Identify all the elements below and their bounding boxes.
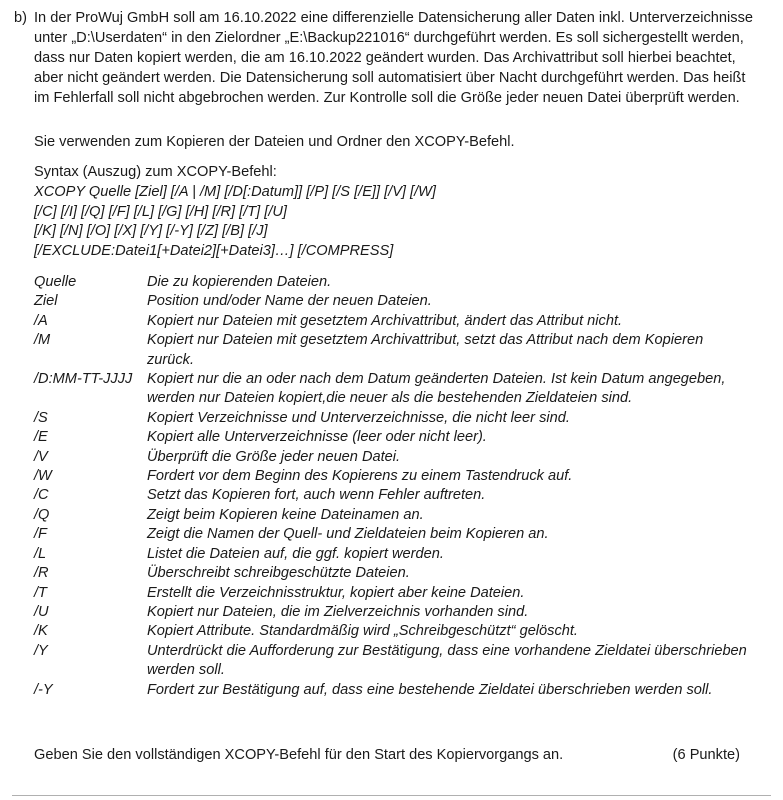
parameter-desc: Kopiert nur Dateien mit gesetztem Archivattribut, ändert das Attribut nicht. — [147, 312, 623, 329]
task-paragraph — [14, 8, 764, 108]
parameter-desc: Erstellt die Verzeichnisstruktur, kopiert aber keine Dateien. — [147, 584, 525, 601]
parameter-key: Quelle — [34, 274, 77, 290]
parameter-row — [34, 331, 749, 370]
parameter-desc: Kopiert alle Unterverzeichnisse (leer oder nicht leer). — [147, 429, 487, 446]
parameter-row — [34, 409, 749, 428]
parameter-row — [34, 370, 749, 409]
parameter-key: /F — [34, 526, 47, 543]
parameter-row — [34, 428, 749, 447]
parameter-key: /C — [34, 487, 49, 504]
parameter-desc: Setzt das Kopieren fort, auch wenn Fehler auftreten. — [147, 487, 486, 504]
parameter-row — [34, 312, 749, 331]
parameter-key: /L — [34, 545, 47, 562]
parameter-desc: Fordert vor dem Beginn des Kopierens zu einem Tastendruck auf. — [147, 468, 573, 485]
parameter-row — [34, 448, 749, 467]
parameter-row — [34, 467, 749, 486]
parameter-row — [34, 622, 749, 641]
parameter-row — [34, 273, 749, 292]
parameter-desc: Unterdrückt die Aufforderung zur Bestätigung, dass eine vorhandene Zieldatei überschrieben werden soll. — [147, 642, 747, 679]
task-label: b) — [14, 10, 27, 26]
parameter-desc: Kopiert nur Dateien mit gesetztem Archivattribut, setzt das Attribut nach dem Kopieren zurück. — [147, 332, 704, 368]
parameter-key: /V — [34, 448, 48, 465]
intro-text: Sie verwenden zum Kopieren der Dateien und Ordner den XCOPY-Befehl. — [34, 134, 515, 150]
parameter-row — [34, 506, 749, 525]
parameter-key: /S — [34, 409, 48, 426]
syntax-line: [/C] [/I] [/Q] [/F] [/L] [/G] [/H] [/R] [/T] [/U] — [34, 203, 287, 220]
parameter-key: /-Y — [34, 681, 53, 698]
bottom-divider — [12, 795, 771, 796]
parameter-desc: Listet die Dateien auf, die ggf. kopiert werden. — [147, 545, 444, 562]
parameter-row — [34, 525, 749, 544]
parameter-desc: Die zu kopierenden Dateien. — [147, 274, 332, 290]
parameter-list — [34, 273, 749, 700]
parameter-row — [34, 292, 749, 311]
parameter-row — [34, 545, 749, 564]
question-text: Geben Sie den vollständigen XCOPY-Befehl für den Start des Kopiervorgangs an. — [34, 747, 564, 763]
parameter-desc: Kopiert Verzeichnisse und Unterverzeichnisse, die nicht leer sind. — [147, 409, 570, 426]
parameter-key: /U — [34, 603, 49, 620]
parameter-desc: Fordert zur Bestätigung auf, dass eine bestehende Zieldatei überschrieben werden soll. — [147, 681, 713, 698]
parameter-desc: Zeigt beim Kopieren keine Dateinamen an. — [147, 506, 424, 523]
parameter-row — [34, 564, 749, 583]
parameter-key: /Y — [34, 642, 48, 659]
parameter-desc: Überprüft die Größe jeder neuen Datei. — [147, 448, 401, 465]
parameter-key: /W — [34, 468, 52, 485]
parameter-key: /D:MM-TT-JJJJ — [34, 371, 133, 388]
parameter-key: /Q — [34, 506, 50, 523]
parameter-desc: Überschreibt schreibgeschützte Dateien. — [147, 565, 410, 582]
parameter-desc: Position und/oder Name der neuen Dateien. — [147, 293, 432, 310]
parameter-desc: Kopiert nur Dateien, die im Zielverzeichnis vorhanden sind. — [147, 603, 529, 620]
parameter-row — [34, 681, 749, 700]
syntax-line: [/K] [/N] [/O] [/X] [/Y] [/-Y] [/Z] [/B] [/J] — [34, 223, 268, 240]
parameter-key: /K — [34, 623, 48, 640]
syntax-heading: Syntax (Auszug) zum XCOPY-Befehl: — [34, 164, 277, 180]
parameter-key: /M — [34, 332, 51, 349]
task-text: In der ProWuj GmbH soll am 16.10.2022 eine differenzielle Datensicherung aller Daten inkl. Unterverzeichnisse unter „D:\Userdaten“ in den Zielordner „E:\Backup221016“ durchgeführt werden. Es soll sichergestellt werden, dass nur Daten kopiert werden, die am 16.10.2022 geändert wurden. Das Archivattribut soll hierbei beachtet, aber nicht geändert werden. Die Datensicherung soll automatisiert über Nacht durchgeführt werden. Das heißt im Fehlerfall soll nicht abgebrochen werden. Zur Kontrolle soll die Größe jeder neuen Datei überprüft werden. — [34, 10, 753, 106]
parameter-row — [34, 642, 749, 681]
parameter-key: /A — [34, 312, 48, 329]
parameter-key: /T — [34, 584, 47, 601]
parameter-row — [34, 486, 749, 505]
parameter-desc: Kopiert nur die an oder nach dem Datum geänderten Dateien. Ist kein Datum angegeben, werden nur Dateien kopiert,die neuer als die bestehenden Zieldateien sind. — [147, 371, 726, 407]
parameter-key: Ziel — [34, 293, 58, 310]
parameter-key: /R — [34, 565, 49, 582]
syntax-line: [/EXCLUDE:Datei1[+Datei2][+Datei3]…] [/COMPRESS] — [34, 243, 394, 260]
parameter-desc: Zeigt die Namen der Quell- und Zieldateien beim Kopieren an. — [147, 526, 549, 543]
syntax-block — [34, 163, 436, 262]
points-label: (6 Punkte) — [672, 747, 740, 763]
parameter-key: /E — [34, 429, 48, 446]
parameter-row — [34, 603, 749, 622]
question-row — [34, 745, 740, 765]
parameter-row — [34, 584, 749, 603]
parameter-desc: Kopiert Attribute. Standardmäßig wird „Schreibgeschützt“ gelöscht. — [147, 623, 578, 640]
syntax-line: XCOPY Quelle [Ziel] [/A | /M] [/D[:Datum]] [/P] [/S [/E]] [/V] [/W] — [34, 183, 436, 200]
